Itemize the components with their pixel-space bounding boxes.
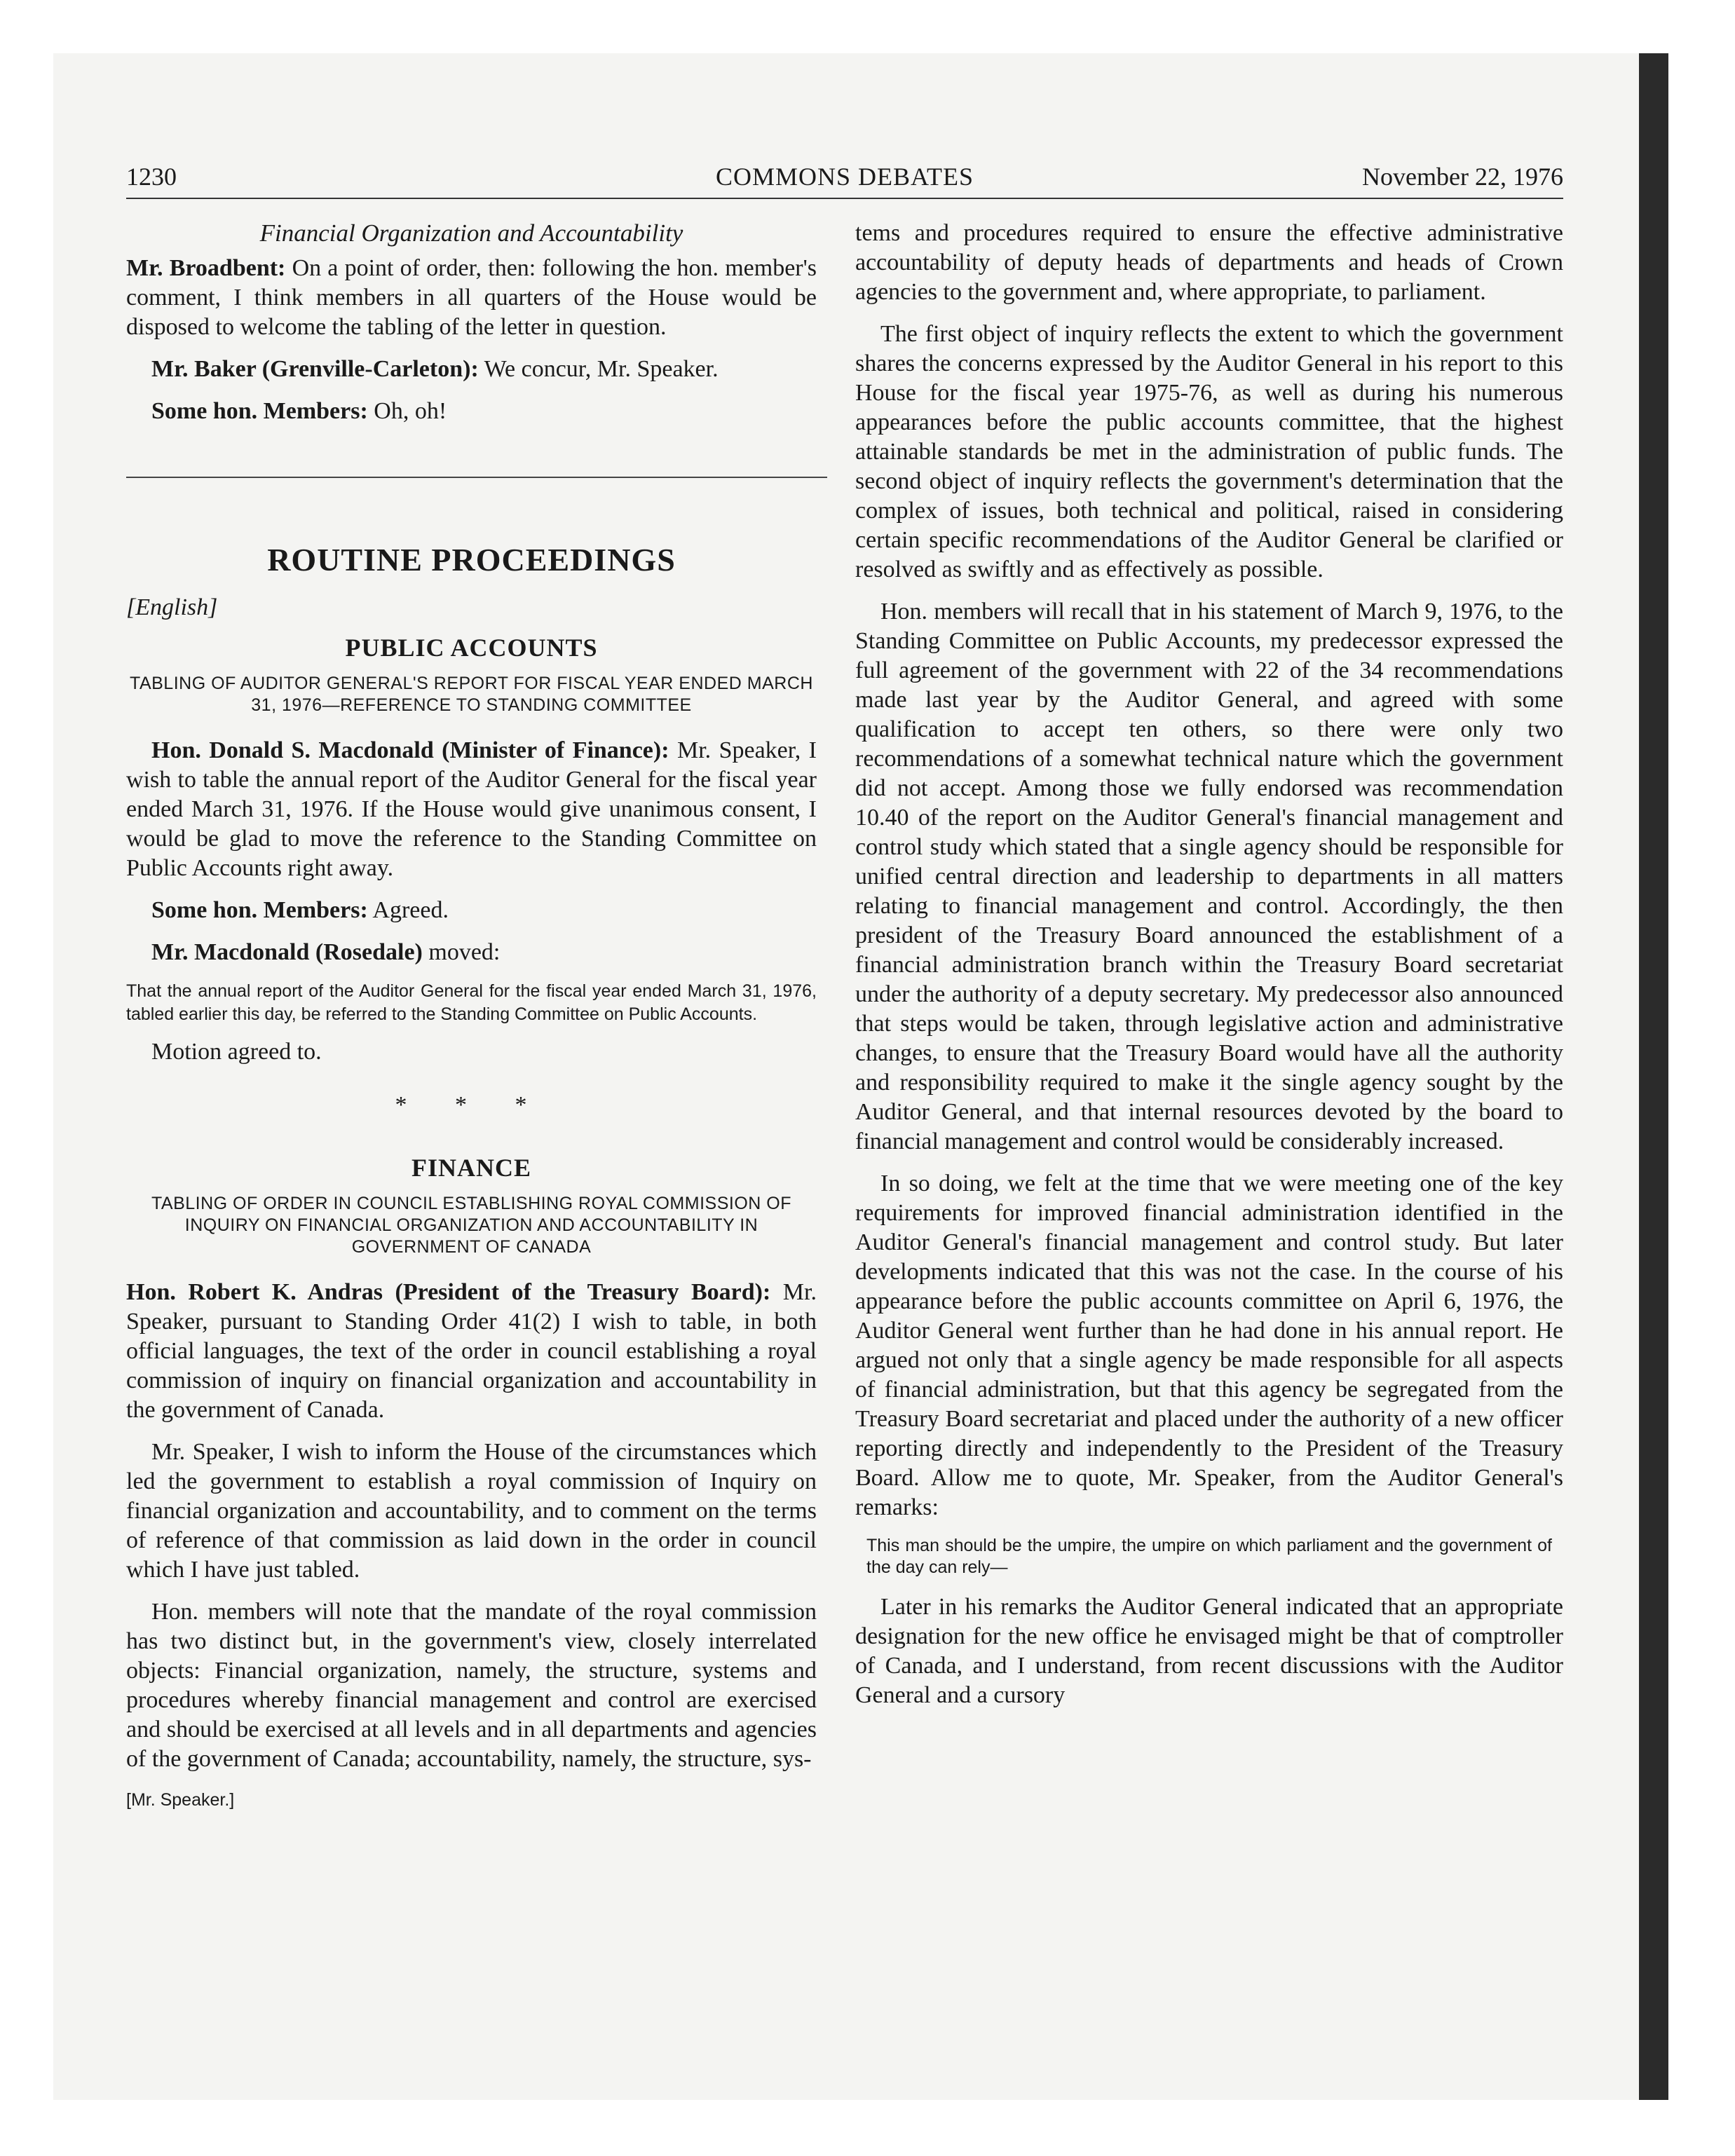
- public-accounts-subheading: TABLING OF AUDITOR GENERAL'S REPORT FOR FISCAL YEAR ENDED MARCH 31, 1976—REFERENCE TO STANDING COMMITTEE: [130, 674, 813, 715]
- language-tag: [English]: [126, 594, 218, 620]
- speaker-name: Some hon. Members:: [151, 398, 368, 424]
- paragraph: [126, 397, 817, 426]
- footer-speaker-note: [Mr. Speaker.]: [126, 1790, 235, 1810]
- paragraph: In so doing, we felt at the time that we were meeting one of the key requirements for improved financial administration identified in the Auditor General's financial management and control study. But later developments indicated that this was not the case. In the course of his appearance before the public accounts committee on April 6, 1976, the Auditor General went further than he had done in his annual report. He argued not only that a single agency be made responsible for all aspects of financial administration, but that this agency be segregated from the Treasury Board secretariat and placed under the authority of a new officer reporting directly and independently to the President of the Treasury Board. Allow me to quote, Mr. Speaker, from the Auditor General's remarks:: [855, 1171, 1563, 1520]
- paragraph: The first object of inquiry reflects the extent to which the government shares the concerns expressed by the Auditor General in his report to this House for the fiscal year 1975-76, as well as during his numerous appearances before the public accounts committee, that the highest attainable standards be met in the administration of public funds. The second object of inquiry reflects the government's determination that the complex of issues, both technical and political, raised in considering certain specific recommendations of the Auditor General be clarified or resolved as swiftly and as effectively as possible.: [855, 321, 1563, 582]
- speaker-name: Mr. Broadbent:: [126, 255, 286, 281]
- routine-proceedings-heading: ROUTINE PROCEEDINGS: [267, 542, 676, 578]
- paragraph: Hon. members will note that the mandate of the royal commission has two distinct but, in the government's view, closely interrelated objects: Financial organization, namely, the structure, systems and procedures whereby financial management and control are exercised and should be exercised at all levels and in all departments and agencies of the government of Canada; accountability, namely, the structure, sys-: [126, 1599, 817, 1772]
- paragraph: Later in his remarks the Auditor General indicated that an appropriate designation for the new office he envisaged might be that of comptroller of Canada, and I understand, from recent discussions with the Auditor General and a cursory: [855, 1594, 1563, 1708]
- motion-agreed: Motion agreed to.: [151, 1039, 322, 1065]
- scan-edge-shadow: [1639, 53, 1668, 2100]
- speech-text: We concur, Mr. Speaker.: [478, 356, 719, 382]
- page-date: November 22, 1976: [1362, 163, 1563, 191]
- header-rule: [126, 198, 1563, 199]
- paragraph: [126, 938, 817, 967]
- speech-text: On a point of order, then: following the hon. member's comment, I think members in all quarters of the House would be disposed to welcome the tabling of the letter in question.: [126, 255, 817, 340]
- paragraph: Hon. members will recall that in his statement of March 9, 1976, to the Standing Committee on Public Accounts, my predecessor expressed the full agreement of the government with 22 of the 34 recommendations made last year by the Auditor General, and agreed with some qualification to accept ten others, so there were only two recommendations of a somewhat technical nature which the government did not accept. Among those we fully endorsed was recommendation 10.40 of the report on the Auditor General's financial management and control study which stated that a single agency should be responsible for unified central direction and leadership to departments in all matters relating to financial management and control. Accordingly, the then president of the Treasury Board announced the establishment of a financial administration branch within the Treasury Board secretariat under the authority of a deputy secretary. My predecessor also announced that steps would be taken, through legislative action and administrative changes, to ensure that the Treasury Board would have all the authority and responsibility required to make it the single agency sought by the Auditor General, and that internal resources devoted by the board to financial management and control would be considerably increased.: [855, 599, 1563, 1154]
- paragraph: [126, 254, 817, 342]
- page-number: 1230: [126, 163, 177, 191]
- section-break-stars: * * *: [395, 1092, 548, 1118]
- paragraph: [126, 896, 817, 925]
- right-column: [855, 219, 1563, 1723]
- finance-subheading: TABLING OF ORDER IN COUNCIL ESTABLISHING ROYAL COMMISSION OF INQUIRY ON FINANCIAL ORGANIZATION AND ACCOUNTABILITY IN GOVERNMENT OF CANADA: [151, 1194, 791, 1257]
- speaker-name: Some hon. Members:: [151, 897, 368, 923]
- speech-text: Mr. Speaker, I wish to table the annual report of the Auditor General for the fiscal year ended March 31, 1976. If the House would give unanimous consent, I would be glad to move the reference to the Standing Committee on Public Accounts right away.: [126, 737, 817, 881]
- speech-text: Agreed.: [367, 897, 449, 923]
- left-column: [126, 219, 817, 1824]
- section-subheading: Financial Organization and Accountability: [259, 219, 683, 247]
- block-quote: This man should be the umpire, the umpire on which parliament and the government of the day can rely—: [866, 1536, 1552, 1577]
- speaker-name: Hon. Robert K. Andras (President of the Treasury Board):: [126, 1279, 771, 1305]
- finance-heading: FINANCE: [411, 1154, 531, 1182]
- paragraph: tems and procedures required to ensure the effective administrative accountability of deputy heads of departments and heads of Crown agencies to the government and, where appropriate, to parliament.: [855, 220, 1563, 305]
- paragraph: [126, 355, 817, 384]
- speaker-name: Mr. Macdonald (Rosedale): [151, 939, 423, 965]
- public-accounts-heading: PUBLIC ACCOUNTS: [345, 634, 598, 662]
- speaker-name: Hon. Donald S. Macdonald (Minister of Finance):: [151, 737, 669, 763]
- speech-text: moved:: [422, 939, 501, 965]
- speaker-name: Mr. Baker (Grenville-Carleton):: [151, 356, 479, 382]
- motion-text: That the annual report of the Auditor General for the fiscal year ended March 31, 1976, tabled earlier this day, be referred to the Standing Committee on Public Accounts.: [126, 981, 817, 1024]
- speech-text: Oh, oh!: [367, 398, 447, 424]
- speech-text: Mr. Speaker, pursuant to Standing Order 41(2) I wish to table, in both official languages, the text of the order in council establishing a royal commission of inquiry on financial organization and accountability in the government of Canada.: [126, 1279, 817, 1423]
- paragraph: Mr. Speaker, I wish to inform the House of the circumstances which led the government to establish a royal commission of Inquiry on financial organization and accountability, and to comment on the terms of reference of that commission as laid down in the order in council which I have just tabled.: [126, 1439, 817, 1583]
- paragraph: [126, 736, 817, 883]
- publication-title: COMMONS DEBATES: [715, 163, 974, 191]
- section-divider: [126, 477, 827, 478]
- paragraph: [126, 1278, 817, 1425]
